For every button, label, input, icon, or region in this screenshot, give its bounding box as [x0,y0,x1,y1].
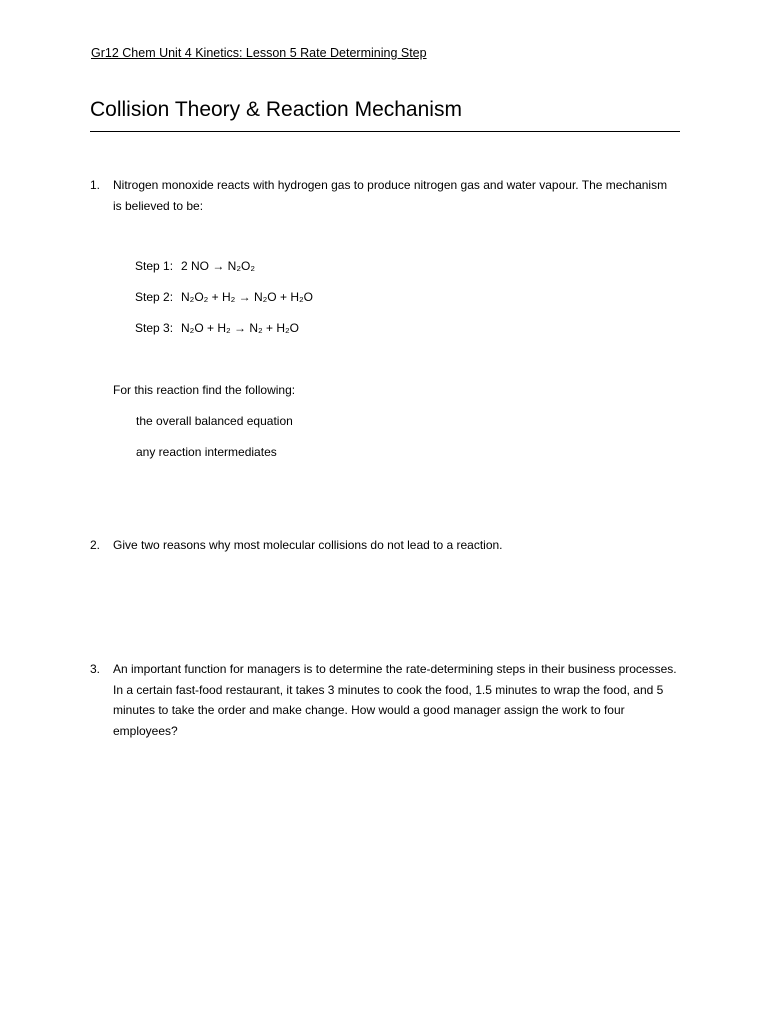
step-3-label: Step 3: [135,321,174,335]
step-1-label: Step 1: [135,259,174,273]
question-1-text: Nitrogen monoxide reacts with hydrogen gas to produce nitrogen gas and water vapour. The mechanism is believed to be: [113,178,668,213]
mechanism-step-1 [135,259,255,273]
question-1-prompt: For this reaction find the following: [113,383,296,397]
question-1-item-1: the overall balanced equation [136,414,293,428]
lesson-header: Gr12 Chem Unit 4 Kinetics: Lesson 5 Rate Determining Step [91,46,427,60]
question-2-number: 2. [90,538,101,552]
mechanism-step-2 [135,290,313,304]
mechanism-step-3 [135,321,299,335]
title-divider [90,131,680,132]
step-3-equation: N₂O + H₂ → N₂ + H₂O [181,321,299,335]
question-2-text: Give two reasons why most molecular collisions do not lead to a reaction. [113,538,503,552]
question-3-number: 3. [90,662,101,676]
question-1-number: 1. [90,178,101,192]
step-1-equation: 2 NO → N₂O₂ [181,259,255,273]
step-2-label: Step 2: [135,290,174,304]
question-3-text: An important function for managers is to determine the rate-determining steps in their business processes. In a certain fast-food restaurant, it takes 3 minutes to cook the food, 1.5 minutes to wrap the food, and 5 minutes to take the order and make change. How would a good manager assign the work to four employees? [113,662,677,738]
question-1-item-2: any reaction intermediates [136,445,277,459]
step-2-equation: N₂O₂ + H₂ → N₂O + H₂O [181,290,313,304]
page-title: Collision Theory & Reaction Mechanism [90,98,462,121]
